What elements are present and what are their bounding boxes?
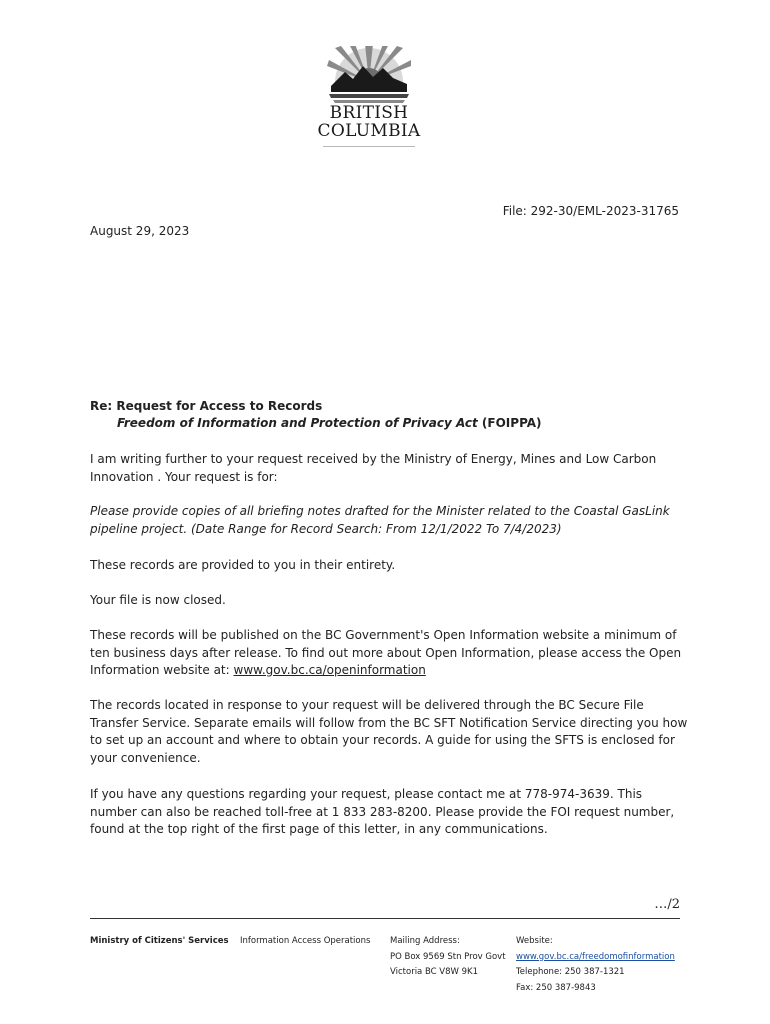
logo-wordmark-line2: COLUMBIA — [317, 121, 421, 141]
website-label: Website: — [516, 936, 553, 946]
paragraph-contact: If you have any questions regarding your request, please contact me at 778-974-3639. This number can also be reached toll-free at 1 833 283-8200. Please provide the FOI request number, found at the top right of the first page of this letter, in any communications. — [90, 787, 675, 836]
website-link[interactable]: www.gov.bc.ca/freedomofinformation — [516, 951, 675, 962]
footer-mailing — [390, 934, 506, 981]
mailing-line1: PO Box 9569 Stn Prov Govt — [390, 951, 506, 962]
mailing-line2: Victoria BC V8W 9K1 — [390, 967, 479, 977]
open-information-link[interactable]: www.gov.bc.ca/openinformation — [233, 663, 426, 677]
paragraph-file-closed: Your file is now closed. — [90, 593, 226, 607]
telephone: Telephone: 250 387-1321 — [516, 967, 625, 977]
footer-divider — [90, 918, 680, 919]
mailing-label: Mailing Address: — [390, 936, 460, 946]
page-continuation: …/2 — [654, 897, 680, 912]
paragraph-sfts: The records located in response to your request will be delivered through the BC Secure File Transfer Service. Separate emails will follow from the BC SFT Notification Service directing you how to set up an account and where to obtain your records. A guide for using the SFTS is enclosed for your convenience. — [90, 698, 688, 765]
act-name: Freedom of Information and Protection of Privacy Act — [117, 416, 478, 430]
logo-underline — [323, 146, 415, 147]
footer-contact — [516, 934, 675, 996]
open-information-text: These records will be published on the BC Government's Open Information website a minimum of ten business days after release. To find out more about Open Information, please access the Open Information website at: — [90, 628, 682, 677]
act-abbrev: (FOIPPA) — [477, 416, 542, 430]
sun-mountain-emblem-icon — [327, 46, 411, 104]
logo-wordmark-line1: BRITISH — [329, 103, 409, 123]
paragraph-open-information — [90, 627, 690, 680]
letter-date: August 29, 2023 — [90, 224, 190, 238]
footer-ministry: Ministry of Citizens' Services — [90, 936, 229, 946]
subject-block — [90, 398, 542, 432]
act-line — [90, 415, 542, 432]
paragraph-request-intro: I am writing further to your request received by the Ministry of Energy, Mines and Low Carbon Innovation . Your request is for: — [90, 452, 657, 484]
paragraph-request-text: Please provide copies of all briefing notes drafted for the Minister related to the Coastal GasLink pipeline project. (Date Range for Record Search: From 12/1/2022 To 7/4/2023) — [90, 504, 670, 536]
subject-line: Re: Request for Access to Records — [90, 399, 323, 413]
paragraph-entirety: These records are provided to you in their entirety. — [90, 558, 396, 572]
fax: Fax: 250 387-9843 — [516, 982, 596, 993]
file-reference: File: 292-30/EML-2023-31765 — [502, 204, 679, 218]
bc-government-logo — [314, 46, 424, 147]
footer-office: Information Access Operations — [240, 936, 371, 946]
